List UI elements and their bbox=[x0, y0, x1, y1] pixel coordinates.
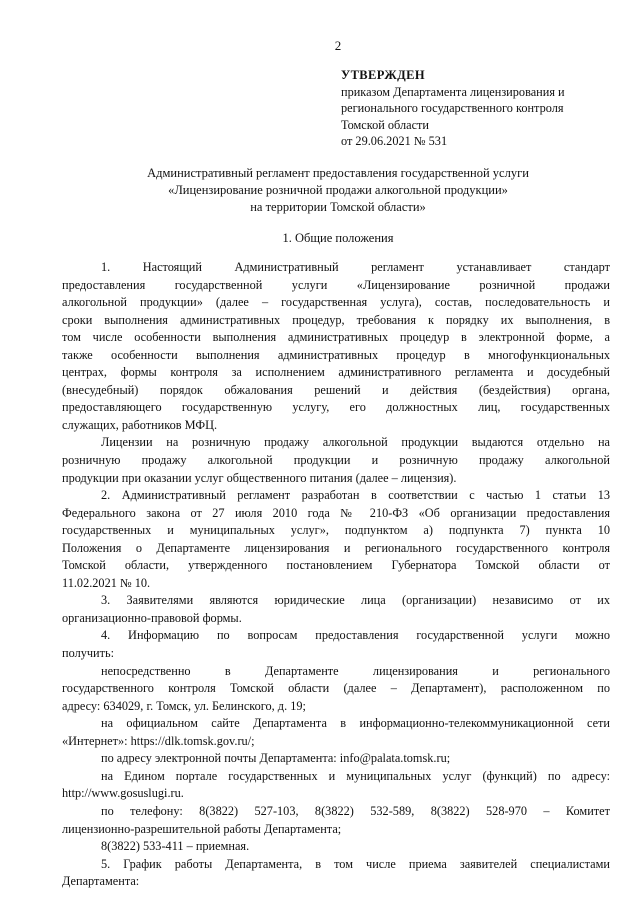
paragraph-line: 3. Заявителями являются юридические лица (организации) независимо от их bbox=[101, 593, 610, 608]
approval-line: приказом Департамента лицензирования и bbox=[341, 84, 565, 99]
paragraph bbox=[62, 487, 610, 592]
paragraph-line: «Интернет»: https://dlk.tomsk.gov.ru/; bbox=[62, 733, 255, 748]
paragraph bbox=[62, 663, 610, 716]
paragraph-line: (внесудебный) порядок обжалования решений и действия (бездействия) органа, bbox=[62, 382, 610, 397]
paragraph-line: предоставления государственной услуги «Лицензирование розничной продажи bbox=[62, 277, 610, 292]
paragraph-line: Федерального закона от 27 июля 2010 года № 210-ФЗ «Об организации предоставления bbox=[62, 505, 610, 520]
document-body bbox=[62, 259, 610, 891]
approval-block bbox=[341, 67, 613, 150]
paragraph bbox=[62, 627, 610, 662]
paragraph-line: получить: bbox=[62, 646, 115, 661]
paragraph bbox=[62, 592, 610, 627]
paragraph-line: лицензионно-разрешительной работы Департамента; bbox=[62, 821, 342, 836]
paragraph-line: по адресу электронной почты Департамента: info@palata.tomsk.ru; bbox=[101, 751, 451, 766]
paragraph-line: http://www.gosuslugi.ru. bbox=[62, 786, 184, 801]
document-title-line: Административный регламент предоставления государственной услуги bbox=[147, 166, 529, 180]
paragraph bbox=[62, 803, 610, 838]
paragraph-line: 4. Информацию по вопросам предоставления государственной услуги можно bbox=[101, 628, 610, 643]
approval-line: регионального государственного контроля bbox=[341, 101, 564, 116]
approval-title: УТВЕРЖДЕН bbox=[341, 68, 426, 82]
document-title-line: «Лицензирование розничной продажи алкогольной продукции» bbox=[168, 183, 508, 197]
paragraph bbox=[62, 750, 610, 768]
paragraph-line: предоставляющего государственную услугу, его должностных лиц, государственных bbox=[62, 400, 610, 415]
paragraph-line: том числе особенности выполнения административных процедур в электронной форме, а bbox=[62, 330, 610, 345]
paragraph bbox=[62, 768, 610, 803]
paragraph-line: непосредственно в Департаменте лицензирования и регионального bbox=[101, 663, 610, 678]
paragraph-line: 5. График работы Департамента, в том числе приема заявителей специалистами bbox=[101, 856, 610, 871]
paragraph-line: также особенности выполнения административных процедур в многофункциональных bbox=[62, 347, 610, 362]
paragraph-line: 2. Административный регламент разработан в соответствии с частью 1 статьи 13 bbox=[101, 488, 610, 503]
paragraph-line: центрах, формы контроля за исполнением административного регламента и досудебный bbox=[62, 365, 610, 380]
paragraph-line: на Едином портале государственных и муниципальных услуг (функций) по адресу: bbox=[101, 768, 610, 783]
approval-line: от 29.06.2021 № 531 bbox=[341, 134, 448, 149]
paragraph-line: 1. Настоящий Административный регламент устанавливает стандарт bbox=[101, 260, 610, 274]
paragraph-line: Департамента: bbox=[62, 874, 140, 889]
paragraph bbox=[62, 715, 610, 750]
document-title-line: на территории Томской области» bbox=[250, 200, 426, 214]
paragraph-line: по телефону: 8(3822) 527-103, 8(3822) 532-589, 8(3822) 528-970 – Комитет bbox=[101, 803, 610, 818]
paragraph bbox=[62, 838, 610, 856]
document-title bbox=[62, 165, 614, 216]
paragraph-line: 8(3822) 533-411 – приемная. bbox=[101, 839, 250, 854]
paragraph bbox=[62, 259, 610, 434]
paragraph-line: сроки выполнения административных процедур, требования к порядку их выполнения, в bbox=[62, 312, 610, 327]
approval-line: Томской области bbox=[341, 117, 429, 132]
paragraph-line: государственных и муниципальных услуг», подпунктом а) подпункта 7) пункта 10 bbox=[62, 523, 610, 538]
paragraph-line: алкогольной продукции» (далее – государственная услуга), состав, последовательность и bbox=[62, 295, 610, 310]
paragraph-line: государственного контроля Томской области (далее – Департамент), расположенном по bbox=[62, 681, 610, 696]
paragraph-line: служащих, работников МФЦ. bbox=[62, 417, 218, 432]
paragraph-line: продукции при оказании услуг общественного питания (далее – лицензия). bbox=[62, 470, 457, 485]
paragraph-line: розничную продажу алкогольной продукции и розничную продажу алкогольной bbox=[62, 453, 610, 468]
paragraph-line: Томской области, утвержденного постановлением Губернатора Томской области от bbox=[62, 558, 610, 573]
paragraph-line: Положения о Департаменте лицензирования и регионального государственного контроля bbox=[62, 540, 610, 555]
page-number: 2 bbox=[334, 38, 342, 53]
paragraph-line: Лицензии на розничную продажу алкогольной продукции выдаются отдельно на bbox=[101, 435, 610, 450]
paragraph bbox=[62, 434, 610, 487]
paragraph bbox=[62, 856, 610, 891]
section-title: 1. Общие положения bbox=[282, 231, 394, 245]
paragraph-line: 11.02.2021 № 10. bbox=[62, 575, 151, 590]
paragraph-line: на официальном сайте Департамента в информационно-телекоммуникационной сети bbox=[101, 716, 610, 731]
paragraph-line: адресу: 634029, г. Томск, ул. Белинского, д. 19; bbox=[62, 698, 306, 713]
paragraph-line: организационно-правовой формы. bbox=[62, 610, 242, 625]
